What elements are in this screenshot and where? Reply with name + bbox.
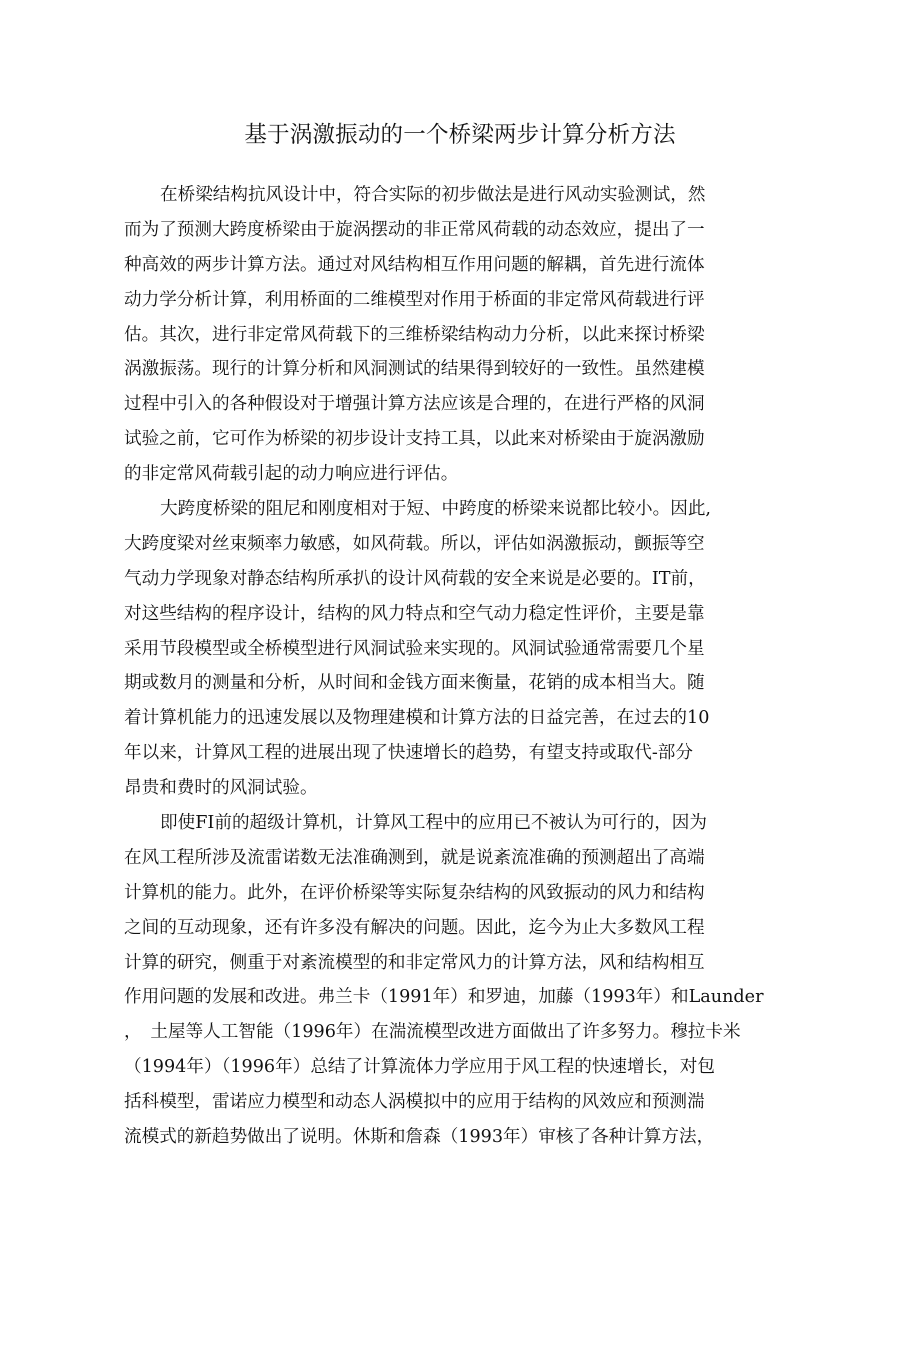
text-line: 期或数月的测量和分析，从时间和金钱方面来衡量，花销的成本相当大。随: [124, 673, 705, 694]
text-line: 在风工程所涉及流雷诺数无法准确测到，就是说紊流准确的预测超出了高端: [124, 847, 705, 868]
text-line: 估。其次，进行非定常风荷载下的三维桥梁结构动力分析，以此来探讨桥梁: [124, 324, 705, 345]
text-line: 着计算机能力的迅速发展以及物理建模和计算方法的日益完善，在过去的10: [124, 708, 710, 729]
document-title: 基于涡激振动的一个桥梁两步计算分析方法: [244, 122, 676, 148]
text-line: 计算机的能力。此外，在评价桥梁等实际复杂结构的风致振动的风力和结构: [124, 882, 705, 903]
text-line: （1994年）（1996年）总结了计算流体力学应用于风工程的快速增长，对包: [124, 1057, 715, 1078]
text-line: 而为了预测大跨度桥梁由于旋涡摆动的非正常风荷载的动态效应，提出了一: [124, 219, 705, 240]
text-line: 计算的研究，侧重于对紊流模型的和非定常风力的计算方法，风和结构相互: [124, 952, 705, 973]
text-line: 即使FI前的超级计算机，计算风工程中的应用已不被认为可行的，因为: [160, 813, 707, 834]
text-line: 的非定常风荷载引起的动力响应进行评估。: [124, 464, 459, 485]
text-line: 大跨度梁对丝束频率力敏感，如风荷载。所以，评估如涡激振动，颤振等空: [124, 533, 705, 554]
text-line: 括科模型，雷诺应力模型和动态人涡模拟中的应用于结构的风效应和预测湍: [124, 1092, 705, 1113]
text-line: 气动力学现象对静态结构所承扒的设计风荷载的安全来说是必要的。IT前，: [124, 568, 706, 589]
text-line: 对这些结构的程序设计，结构的风力特点和空气动力稳定性评价，主要是靠: [124, 603, 705, 624]
text-line: 昂贵和费时的风洞试验。: [124, 778, 318, 799]
text-line: 年以来，计算风工程的进展出现了快速增长的趋势，有望支持或取代-部分: [124, 743, 693, 764]
text-line: 种高效的两步计算方法。通过对风结构相互作用问题的解耦，首先进行流体: [124, 254, 705, 275]
text-line: 动力学分析计算，利用桥面的二维模型对作用于桥面的非定常风荷载进行评: [124, 289, 705, 310]
text-line: 流模式的新趋势做出了说明。休斯和詹森（1993年）审核了各种计算方法，: [124, 1127, 715, 1148]
text-line: 涡激振荡。现行的计算分析和风洞测试的结果得到较好的一致性。虽然建模: [124, 359, 705, 380]
text-line: 采用节段模型或全桥模型进行风洞试验来实现的。风洞试验通常需要几个星: [124, 638, 705, 659]
document-body: [124, 178, 824, 1155]
text-line: 之间的互动现象，还有许多没有解决的问题。因此，迄今为止大多数风工程: [124, 917, 705, 938]
text-line: 过程中引入的各种假设对于增强计算方法应该是合理的，在进行严格的风洞: [124, 394, 705, 415]
text-line: 大跨度桥梁的阻尼和刚度相对于短、中跨度的桥梁来说都比较小。因此,: [160, 499, 712, 520]
text-line: 试验之前，它可作为桥梁的初步设计支持工具，以此来对桥梁由于旋涡激励: [124, 429, 705, 450]
text-line: 作用问题的发展和改进。弗兰卡（1991年）和罗迪，加藤（1993年）和Launder: [124, 987, 764, 1008]
text-line: 在桥梁结构抗风设计中，符合实际的初步做法是进行风动实验测试，然: [160, 185, 706, 205]
text-line: ， 土屋等人工智能（1996年）在湍流模型改进方面做出了许多努力。穆拉卡米: [124, 1022, 741, 1043]
